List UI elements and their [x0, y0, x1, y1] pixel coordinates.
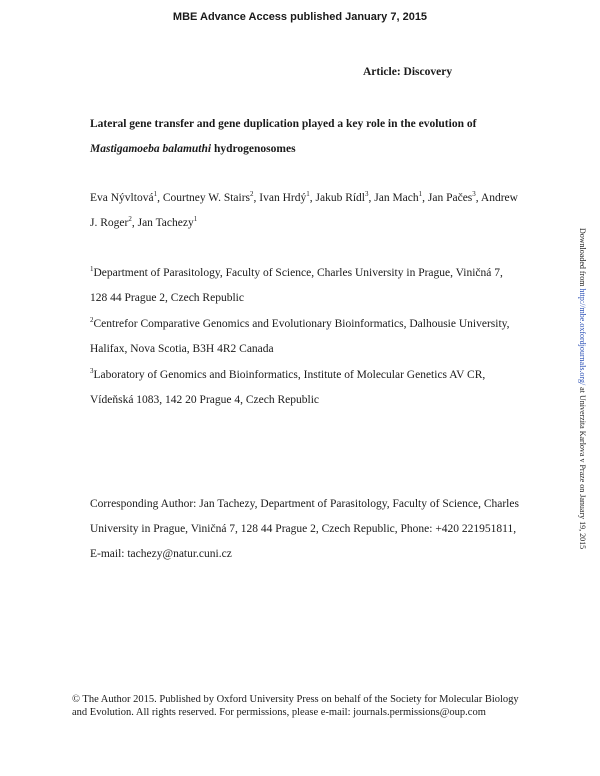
author-list-line-1 — [90, 192, 518, 204]
author-affiliation-marker: 3 — [472, 190, 476, 198]
author-separator: , — [368, 192, 375, 204]
affiliation-3-address: Vídeňská 1083, 142 20 Prague 4, Czech Republic — [90, 394, 319, 406]
author-affiliation-marker: 1 — [153, 190, 158, 198]
author-affiliation-marker: 1 — [306, 190, 310, 198]
author-list-line-2 — [90, 217, 197, 229]
corresponding-author-email: E-mail: tachezy@natur.cuni.cz — [90, 548, 232, 560]
article-title-line-2 — [90, 143, 296, 155]
article-title-line-1: Lateral gene transfer and gene duplication played a key role in the evolution of — [90, 118, 477, 130]
affiliation-1 — [90, 267, 503, 279]
affiliation-1-address: 128 44 Prague 2, Czech Republic — [90, 292, 244, 304]
title-suffix: hydrogenosomes — [211, 143, 296, 155]
author-separator: , — [131, 217, 138, 229]
author-affiliation-marker: 2 — [128, 215, 132, 223]
download-prefix: Downloaded from — [578, 228, 587, 289]
corresponding-author-line-2: University in Prague, Viničná 7, 128 44 Prague 2, Czech Republic, Phone: +420 221951811, — [90, 523, 517, 535]
author-affiliation-marker: 2 — [250, 190, 254, 198]
author-name: Jakub Rídl — [315, 192, 365, 204]
author-affiliation-marker: 1 — [193, 215, 198, 223]
author-separator: , — [253, 192, 260, 204]
journal-header: MBE Advance Access published January 7, 2015 — [172, 11, 428, 23]
author-separator: , — [422, 192, 428, 204]
affiliation-2-address: Halifax, Nova Scotia, B3H 4R2 Canada — [90, 343, 274, 355]
author-name: Jan Pačes — [427, 192, 473, 204]
species-name: Mastigamoeba balamuthi — [90, 143, 212, 155]
author-name: Jan Tachezy — [137, 217, 194, 229]
author-separator: , — [309, 192, 316, 204]
author-name: Jan Mach — [374, 192, 419, 204]
affiliation-number: 2 — [90, 316, 94, 324]
affiliation-number: 1 — [90, 265, 94, 273]
author-name: Courtney W. Stairs — [162, 192, 251, 204]
author-separator: , Andrew — [475, 192, 518, 204]
author-separator: , — [157, 192, 163, 204]
author-affiliation-marker: 1 — [418, 190, 423, 198]
author-name: Eva Nývltová — [90, 192, 154, 204]
download-watermark — [578, 228, 587, 549]
copyright-notice-line-1: © The Author 2015. Published by Oxford University Press on behalf of the Society for Molecular Biology — [72, 694, 519, 705]
affiliation-3 — [90, 369, 485, 381]
journal-link[interactable]: http://mbe.oxfordjournals.org/ — [578, 288, 587, 386]
affiliation-text: Laboratory of Genomics and Bioinformatics, Institute of Molecular Genetics AV CR, — [93, 369, 486, 381]
affiliation-text: Department of Parasitology, Faculty of Science, Charles University in Prague, Viničná 7, — [93, 267, 503, 279]
corresponding-author-line-1: Corresponding Author: Jan Tachezy, Department of Parasitology, Faculty of Science, Charles — [90, 498, 519, 510]
affiliation-2 — [90, 318, 510, 330]
affiliation-text: Centrefor Comparative Genomics and Evolutionary Bioinformatics, Dalhousie University, — [93, 318, 510, 330]
download-suffix: at Univerzita Karlova v Praze on January 19, 2015 — [578, 385, 587, 550]
author-name: J. Roger — [90, 217, 129, 229]
article-type-label: Article: Discovery — [363, 66, 453, 78]
author-name: Ivan Hrdý — [259, 192, 307, 204]
author-affiliation-marker: 3 — [365, 190, 369, 198]
copyright-notice-line-2: and Evolution. All rights reserved. For permissions, please e-mail: journals.permissions@oup.com — [72, 707, 486, 718]
affiliation-number: 3 — [90, 367, 94, 375]
